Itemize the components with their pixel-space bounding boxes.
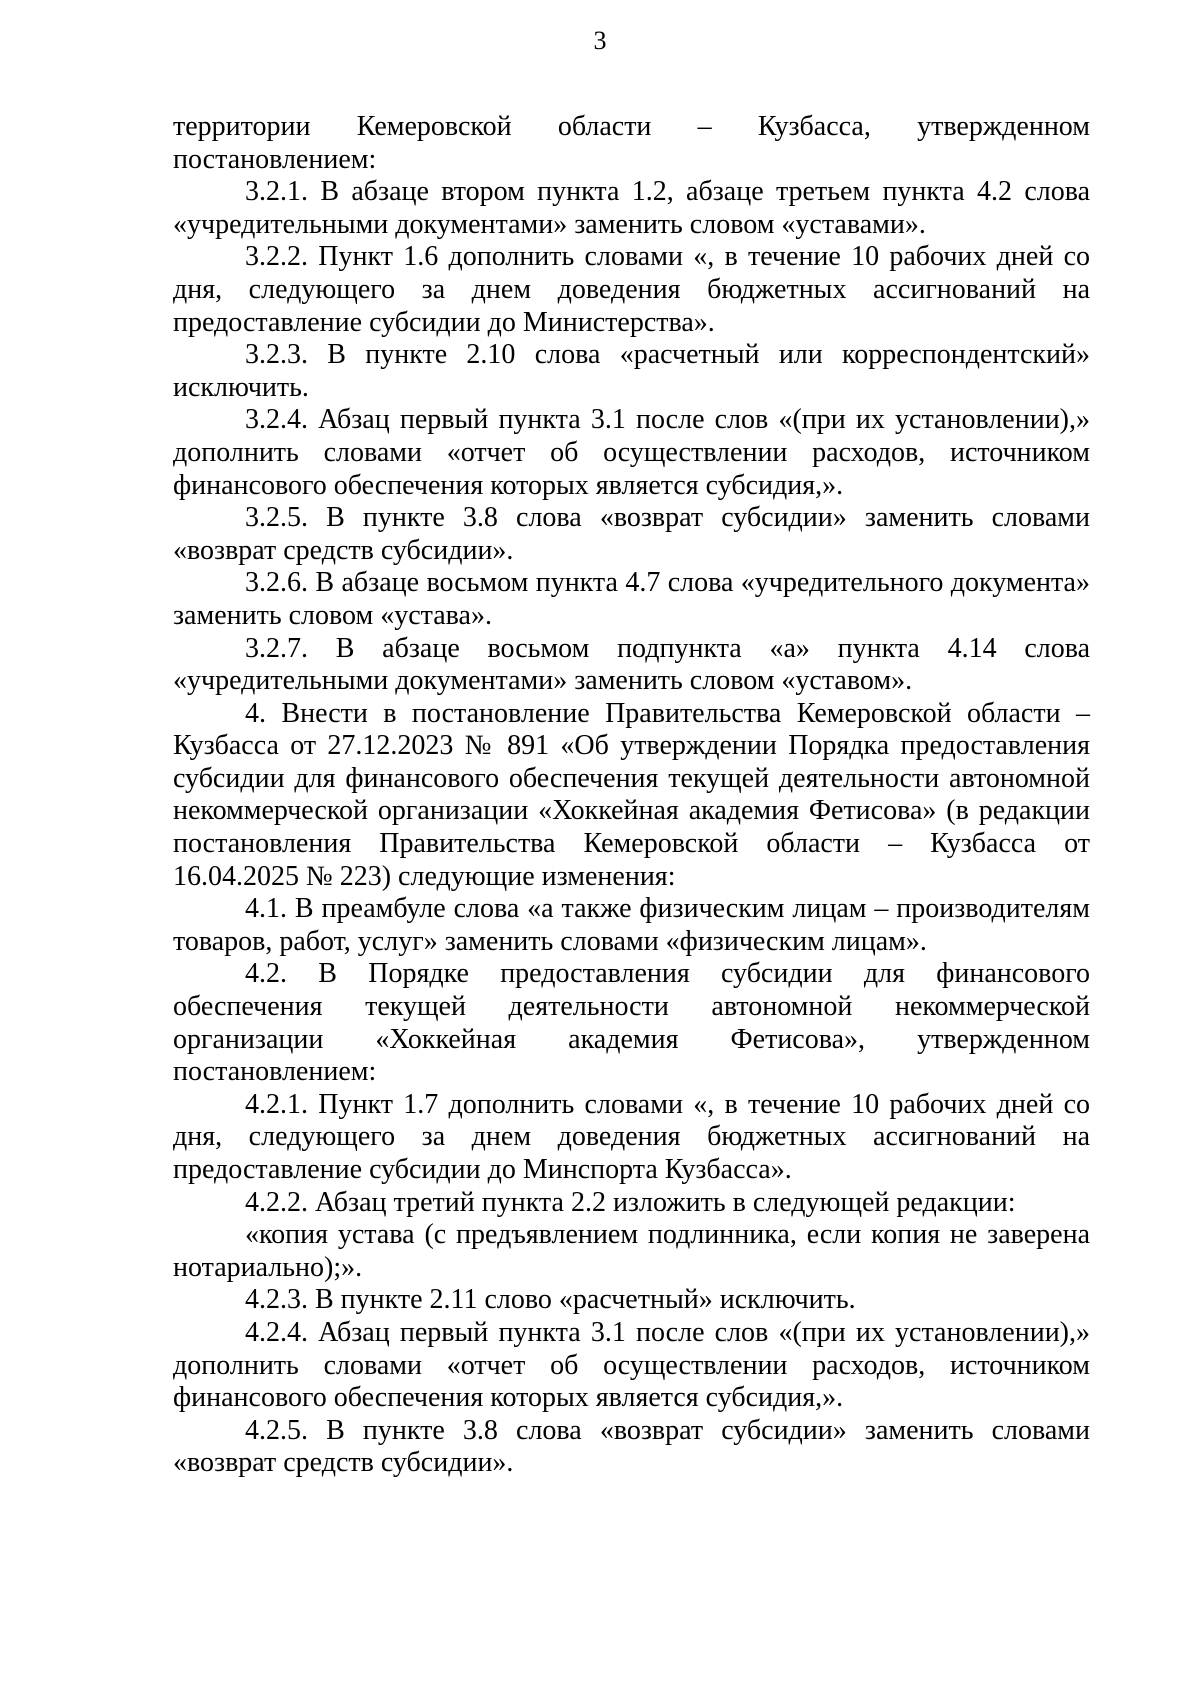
paragraph-3-2-5: 3.2.5. В пункте 3.8 слова «возврат субсидии» заменить словами «возврат средств субсидии». [173,502,1090,566]
page-number: 3 [593,26,607,55]
paragraph-4-1: 4.1. В преамбуле слова «а также физическим лицам – производителям товаров, работ, услуг» заменить словами «физическим лицам». [173,893,1090,957]
paragraph-3-2-1: 3.2.1. В абзаце втором пункта 1.2, абзаце третьем пункта 4.2 слова «учредительными документами» заменить словом «уставами». [173,176,1090,240]
paragraph-quoted-text: «копия устава (с предъявлением подлинника, если копия не заверена нотариально);». [173,1219,1090,1283]
paragraph-4-2-2: 4.2.2. Абзац третий пункта 2.2 изложить в следующей редакции: [245,1186,1016,1218]
paragraph-4-2-1: 4.2.1. Пункт 1.7 дополнить словами «, в течение 10 рабочих дней со дня, следующего за днем доведения бюджетных ассигнований на предоставление субсидии до Минспорта Кузбасса». [173,1088,1090,1185]
paragraph-3-2-6: 3.2.6. В абзаце восьмом пункта 4.7 слова «учредительного документа» заменить словом «устава». [173,567,1090,631]
paragraph-4-2-3: 4.2.3. В пункте 2.11 слово «расчетный» исключить. [245,1284,856,1316]
paragraph-3-2-7: 3.2.7. В абзаце восьмом подпункта «а» пункта 4.14 слова «учредительными документами» заменить словом «уставом». [173,632,1090,697]
paragraph-4-2-5: 4.2.5. В пункте 3.8 слова «возврат субсидии» заменить словами «возврат средств субсидии». [173,1414,1090,1479]
paragraph-4-2: 4.2. В Порядке предоставления субсидии для финансового обеспечения текущей деятельности автономной некоммерческой организации «Хоккейная академия Фетисова», утвержденном постановлением: [173,958,1090,1088]
paragraph-4: 4. Внести в постановление Правительства Кемеровской области – Кузбасса от 27.12.2023 № 891 «Об утверждении Порядка предоставления субсидии для финансового обеспечения текущей деятельности автономной некоммерческой организации «Хоккейная академия Фетисова» (в редакции постановления Правительства Кемеровской области – Кузбасса от 16.04.2025 № 223) следующие изменения: [173,697,1090,892]
paragraph-3-2-4: 3.2.4. Абзац первый пункта 3.1 после слов «(при их установлении),» дополнить словами «отчет об осуществлении расходов, источником финансового обеспечения которых является субсидия,». [173,404,1090,501]
paragraph-4-2-4: 4.2.4. Абзац первый пункта 3.1 после слов «(при их установлении),» дополнить словами «отчет об осуществлении расходов, источником финансового обеспечения которых является субсидия,». [173,1316,1090,1414]
paragraph-continuation: территории Кемеровской области – Кузбасса, утвержденном постановлением: [173,111,1090,175]
document-body [173,111,1090,1480]
paragraph-3-2-3: 3.2.3. В пункте 2.10 слова «расчетный или корреспондентский» исключить. [173,339,1090,403]
paragraph-3-2-2: 3.2.2. Пункт 1.6 дополнить словами «, в течение 10 рабочих дней со дня, следующего за днем доведения бюджетных ассигнований на предоставление субсидии до Министерства». [173,241,1090,338]
